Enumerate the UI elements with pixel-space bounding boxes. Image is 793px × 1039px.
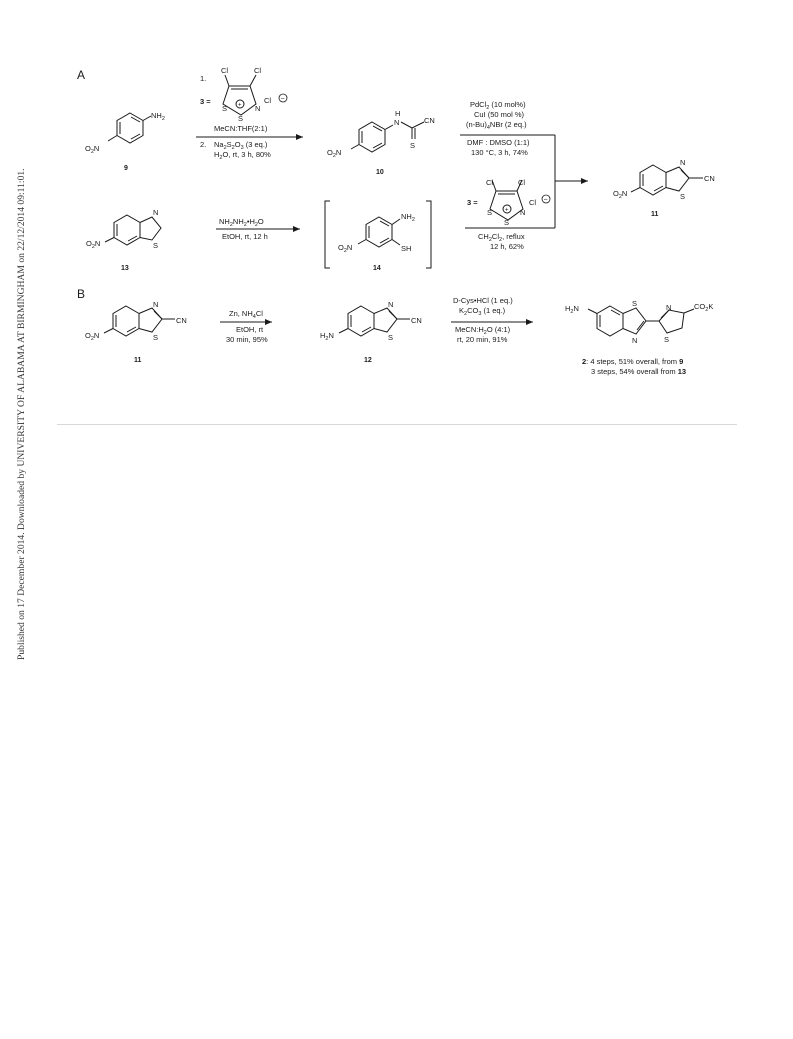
compound-9-structure <box>108 113 151 143</box>
c11b-cn: CN <box>176 316 187 325</box>
r1-conditions: $H_2O$, rt, 3 h, 80% <box>214 150 271 161</box>
r5-l3: 30 min, 95% <box>226 335 268 344</box>
page-divider <box>57 424 737 425</box>
bracket-right <box>426 201 431 268</box>
r4-anion-minus: − <box>543 196 548 204</box>
c2-h2n: $H_2N$ <box>565 304 579 315</box>
r1-three: 3 = <box>200 97 211 106</box>
r4-ring-s2: S <box>504 218 510 227</box>
c2-s2: S <box>664 335 670 344</box>
c10-s: S <box>410 141 416 150</box>
c10-cn: CN <box>424 116 435 125</box>
reagent-3-structure <box>223 75 256 115</box>
r1-ring-s2: S <box>238 114 244 123</box>
r4-cl-right: Cl <box>518 178 526 187</box>
r1-cl-left: Cl <box>221 66 229 75</box>
c10-n: N <box>394 118 400 127</box>
r4-cl-left: Cl <box>486 178 494 187</box>
r4-ring-s1: S <box>487 208 493 217</box>
bracket-left <box>325 201 330 268</box>
r2-l2: CuI (50 mol %) <box>474 110 525 119</box>
r6-l1: D-Cys•HCl (1 eq.) <box>453 296 513 305</box>
c12-s: S <box>388 333 394 342</box>
r1-reagent2: $Na_2S_2O_3$ (3 eq.) <box>214 140 268 151</box>
panel-b-label: B <box>77 287 86 301</box>
c11-n: N <box>680 158 686 167</box>
c2-n1: N <box>632 336 638 345</box>
c14-o2n: $O_2N$ <box>338 243 353 254</box>
compound-9-number: 9 <box>124 165 128 172</box>
r2-l5: 130 °C, 3 h, 74% <box>471 148 528 157</box>
reaction-scheme <box>0 0 793 440</box>
c13-s: S <box>153 241 159 250</box>
compound-13-number: 13 <box>121 265 129 272</box>
r6-l4: rt, 20 min, 91% <box>457 335 508 344</box>
c10-h: H <box>395 109 401 118</box>
r2-l3: $(n-Bu)_4NBr$ (2 eq.) <box>466 120 527 131</box>
c2-summary-2: 3 steps, 54% overall from 13 <box>591 367 687 376</box>
compound-11b-number: 11 <box>134 357 142 364</box>
r5-l2: EtOH, rt <box>236 325 264 334</box>
c11-o2n: $O_2N$ <box>613 189 628 200</box>
r4-l1: $CH_2Cl_2$, reflux <box>478 232 525 243</box>
r4-l2: 12 h, 62% <box>490 242 524 251</box>
c14-nh2: $NH_2$ <box>401 212 415 223</box>
r6-l3: $MeCN:H_2O$ (4:1) <box>455 325 511 336</box>
compound-10-number: 10 <box>376 169 384 176</box>
compound-11-structure <box>631 165 703 195</box>
compound-12-number: 12 <box>364 357 372 364</box>
r1-cl-anion: Cl <box>264 96 272 105</box>
c10-o2n: $O_2N$ <box>327 148 342 159</box>
r1-ring-n: N <box>255 104 261 113</box>
c12-n: N <box>388 300 394 309</box>
r1-step1: 1. <box>200 74 207 83</box>
compound-11-number: 11 <box>651 211 659 218</box>
r1-cl-right: Cl <box>254 66 262 75</box>
c9-o2n: $O_2N$ <box>85 144 100 155</box>
publication-note: Published on 17 December 2014. Downloaded by UNIVERSITY OF ALABAMA AT BIRMINGHAM on 22/12/2014 09:11:01. <box>16 168 27 660</box>
c12-cn: CN <box>411 316 422 325</box>
c11b-s: S <box>153 333 159 342</box>
r4-cl-anion: Cl <box>529 198 537 207</box>
compound-12-structure <box>339 306 410 336</box>
r3-l1: $NH_2NH_2•H_2O$ <box>219 217 264 228</box>
r6-l2: $K_2CO_3$ (1 eq.) <box>459 306 506 317</box>
c11b-n: N <box>153 300 159 309</box>
r4-ring-plus: + <box>505 207 509 214</box>
compound-2-structure <box>588 306 694 336</box>
c11-cn: CN <box>704 174 715 183</box>
r1-anion-minus: − <box>280 95 285 103</box>
r1-solvent: MeCN:THF(2:1) <box>214 124 268 133</box>
c14-sh: SH <box>401 244 412 253</box>
c13-n: N <box>153 208 159 217</box>
r1-ring-plus: + <box>238 102 242 109</box>
c11b-o2n: $O_2N$ <box>85 331 100 342</box>
r4-three: 3 = <box>467 198 478 207</box>
c2-summary-1: 2: 4 steps, 51% overall, from 9 <box>582 357 684 366</box>
compound-14-structure <box>358 217 400 247</box>
r2-l1: PdCl$_2$ (10 mol%) <box>470 100 526 111</box>
r4-ring-n: N <box>520 208 526 217</box>
c11-s: S <box>680 192 686 201</box>
r1-ring-s1: S <box>222 104 228 113</box>
r2-l4: DMF : DMSO (1:1) <box>467 138 530 147</box>
c12-h2n: $H_2N$ <box>320 331 334 342</box>
c2-co2k: $CO_2K$ <box>694 302 714 313</box>
r5-l1: Zn, $NH_4Cl$ <box>229 309 263 320</box>
c2-s1: S <box>632 299 638 308</box>
c2-n2: N <box>666 303 672 312</box>
c13-o2n: $O_2N$ <box>86 239 101 250</box>
r3-l2: EtOH, rt, 12 h <box>222 232 268 241</box>
r1-step2: 2. <box>200 140 207 149</box>
compound-14-number: 14 <box>373 265 381 272</box>
panel-a-label: A <box>77 68 86 82</box>
compound-11b-structure <box>104 306 175 336</box>
c9-nh2: $NH_2$ <box>151 111 165 122</box>
